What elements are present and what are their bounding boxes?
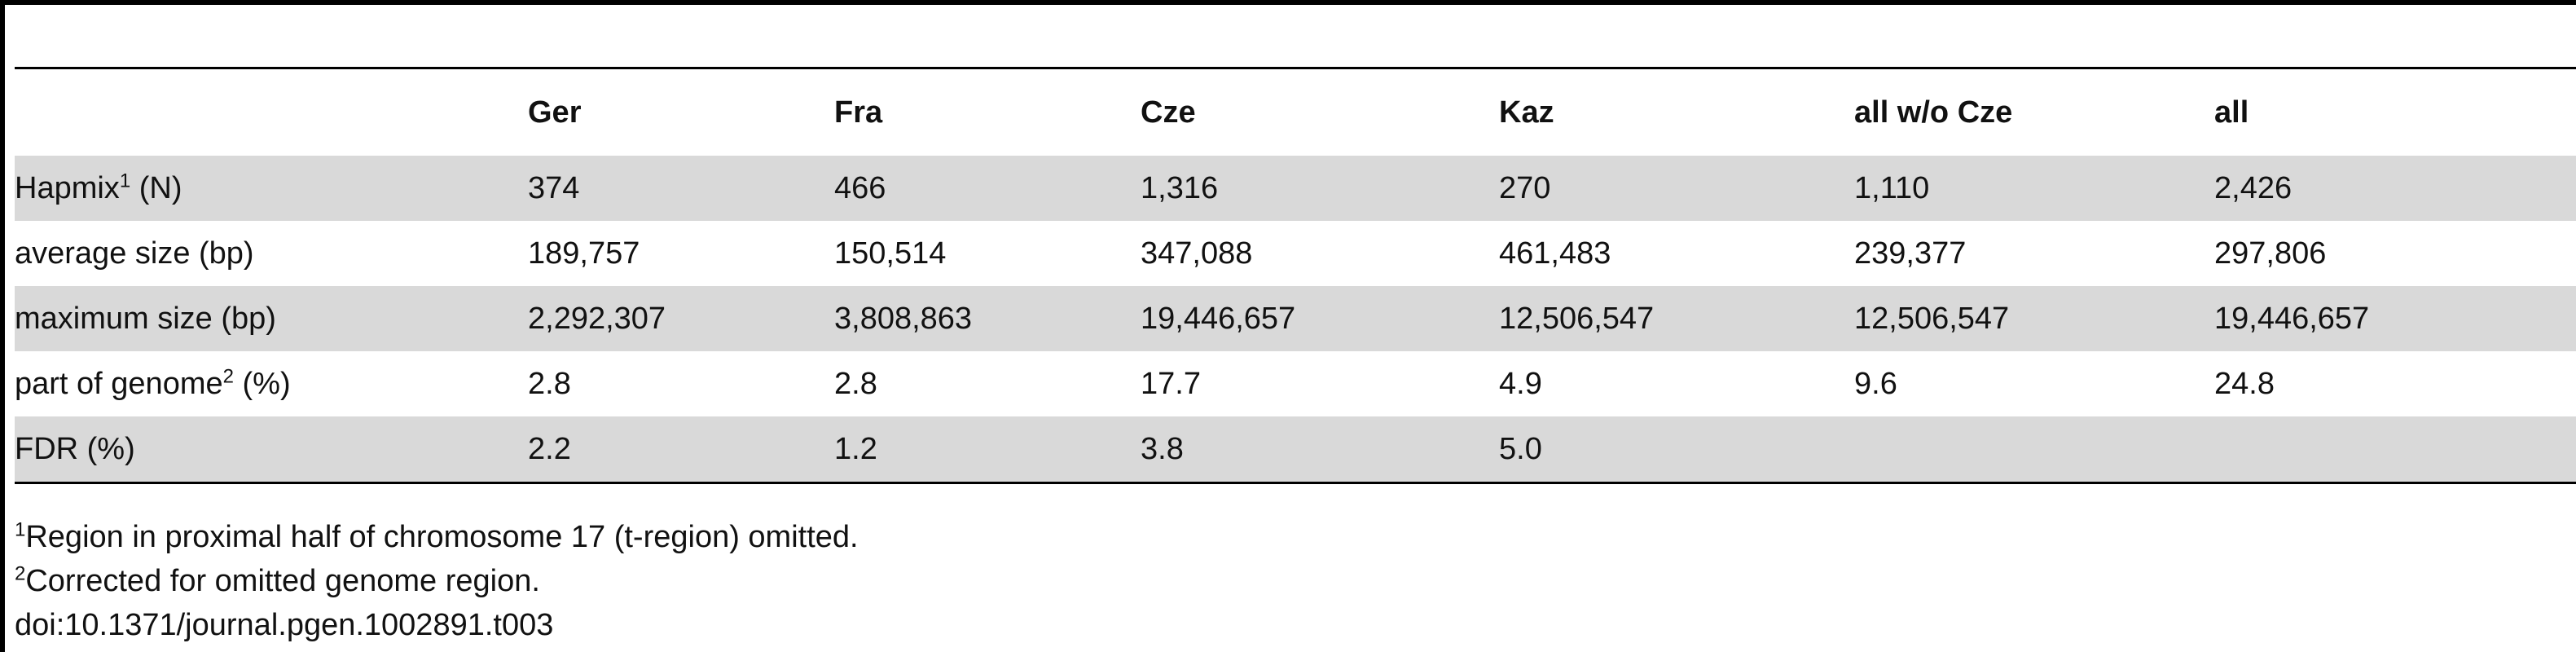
table-row	[15, 156, 2576, 221]
row-label-text: part of genome	[15, 366, 223, 401]
table-cell: 2,426	[2214, 156, 2576, 221]
table-cell: 466	[834, 156, 1141, 221]
row-label-unit: (%)	[233, 366, 291, 401]
table-cell: 3.8	[1141, 416, 1499, 483]
row-label	[15, 156, 528, 221]
header-cell-ger: Ger	[528, 95, 582, 130]
footnote-2	[15, 559, 859, 603]
table-cell: 3,808,863	[834, 286, 1141, 351]
table-cell: 17.7	[1141, 366, 1201, 401]
row-label	[15, 416, 528, 483]
table-row	[15, 416, 2576, 483]
table-row	[15, 351, 2576, 416]
data-table	[15, 67, 2576, 484]
table-cell: 4.9	[1499, 366, 1542, 401]
table-cell: 1,110	[1854, 156, 2214, 221]
table-cell	[2214, 416, 2576, 483]
table-cell: 9.6	[1854, 366, 1897, 401]
table-cell: 12,506,547	[1499, 286, 1854, 351]
table-cell: 12,506,547	[1854, 286, 2214, 351]
table-cell: 1,316	[1141, 156, 1499, 221]
header-cell-cze: Cze	[1141, 95, 1196, 130]
table-row	[15, 286, 2576, 351]
table-cell: 347,088	[1141, 236, 1253, 271]
table-cell: 239,377	[1854, 236, 1967, 271]
table-cell: 1.2	[834, 416, 1141, 483]
footnote-mark: 1	[15, 518, 26, 541]
left-border-rule	[0, 0, 5, 652]
data-table-container	[15, 67, 2576, 484]
row-label-unit: (N)	[130, 170, 182, 205]
row-label-footnote-mark: 1	[119, 169, 131, 192]
table-cell: 150,514	[834, 236, 947, 271]
table-cell: 24.8	[2214, 366, 2275, 401]
table-cell: 297,806	[2214, 236, 2327, 271]
table-cell: 2.8	[528, 366, 571, 401]
table-row	[15, 221, 2576, 286]
header-cell-fra: Fra	[834, 95, 883, 130]
row-label-text: FDR (%)	[15, 431, 135, 466]
table-cell: 2.2	[528, 416, 834, 483]
header-cell-label	[15, 68, 528, 156]
table-cell	[1854, 416, 2214, 483]
row-label-text: Hapmix	[15, 170, 120, 205]
table-cell: 2,292,307	[528, 286, 834, 351]
table-cell: 19,446,657	[2214, 286, 2576, 351]
table-cell: 374	[528, 156, 834, 221]
table-cell: 2.8	[834, 366, 877, 401]
row-label-text: average size (bp)	[15, 236, 254, 271]
footnote-1	[15, 515, 859, 559]
top-border-rule	[0, 0, 2576, 5]
header-cell-all-wo-cze: all w/o Cze	[1854, 95, 2013, 130]
row-label	[15, 351, 528, 416]
footnote-mark: 2	[15, 562, 26, 585]
row-label-footnote-mark: 2	[222, 364, 234, 387]
table-cell: 19,446,657	[1141, 286, 1499, 351]
table-header-row	[15, 68, 2576, 156]
table-cell: 461,483	[1499, 236, 1611, 271]
header-cell-kaz: Kaz	[1499, 95, 1554, 130]
footnote-text: Corrected for omitted genome region.	[25, 564, 540, 598]
row-label-text: maximum size (bp)	[15, 301, 276, 336]
table-cell: 5.0	[1499, 416, 1854, 483]
row-label	[15, 286, 528, 351]
header-cell-all: all	[2214, 95, 2249, 130]
row-label	[15, 221, 528, 286]
doi-line: doi:10.1371/journal.pgen.1002891.t003	[15, 608, 554, 642]
footnote-text: Region in proximal half of chromosome 17 (t-region) omitted.	[25, 520, 859, 554]
table-footnotes	[15, 515, 859, 647]
table-cell: 189,757	[528, 236, 640, 271]
table-cell: 270	[1499, 156, 1854, 221]
